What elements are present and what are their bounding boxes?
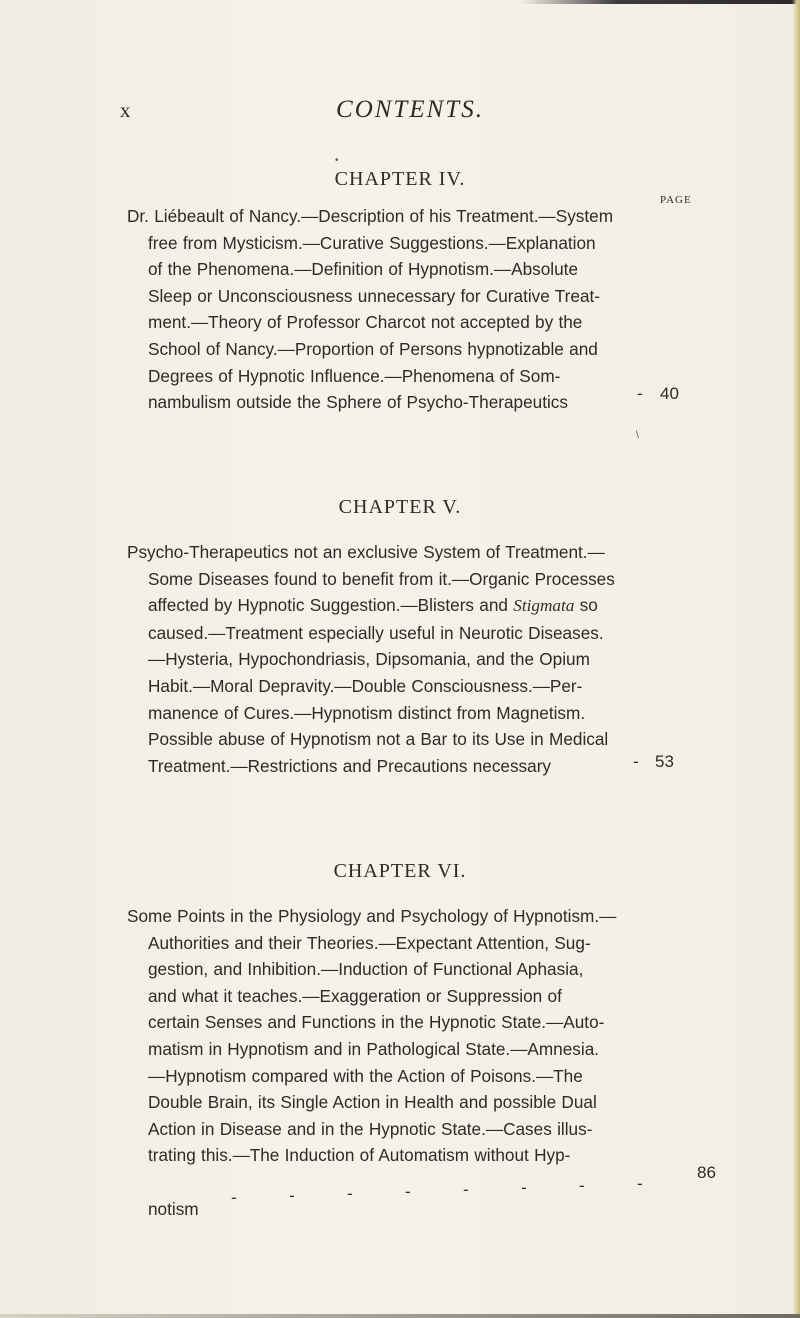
leader-dash: -: [521, 1178, 527, 1197]
leader-dash: -: [231, 1188, 237, 1207]
chapter-iv-line: Dr. Liébeault of Nancy.—Description of his Treatment.—System: [127, 206, 614, 226]
chapter-v-summary: [127, 539, 698, 566]
chapter-v-line: caused.—Treatment especially useful in Neurotic Diseases.: [148, 622, 604, 643]
chapter-v-line: Some Diseases found to benefit from it.—Organic Processes: [148, 568, 615, 589]
leader-dash: -: [637, 384, 643, 403]
chapter-iv-summary: [127, 203, 698, 230]
italic-term: Stigmata: [513, 596, 575, 616]
leader-dash: -: [347, 1184, 353, 1203]
chapter-iv-line: nambulism outside the Sphere of Psycho-Therapeutics: [148, 392, 568, 413]
chapter-iv-summary-cont: [127, 230, 698, 416]
leader-dash: -: [579, 1176, 585, 1195]
chapter-iv-page: 40: [660, 384, 679, 403]
chapter-v-line: affected by Hypnotic Suggestion.—Blisters and Stigmata so: [148, 595, 598, 616]
chapter-vi-line: Action in Disease and in the Hypnotic State.—Cases illus-: [148, 1118, 593, 1139]
chapter-iv-line: School of Nancy.—Proportion of Persons hypnotizable and: [148, 338, 598, 359]
running-head: [0, 96, 800, 130]
chapter-vi-summary: [127, 903, 698, 930]
chapter-v-line: Psycho-Therapeutics not an exclusive System of Treatment.—: [127, 542, 605, 562]
chapter-vi-page: 86: [697, 1163, 716, 1182]
chapter-v-heading: CHAPTER V.: [338, 496, 462, 518]
chapter-iv-line: Sleep or Unconsciousness unnecessary for Curative Treat-: [148, 285, 600, 306]
chapter-v-summary-cont: [127, 566, 698, 780]
chapter-v-line: Possible abuse of Hypnotism not a Bar to its Use in Medical: [148, 729, 609, 750]
chapter-vi-line: Authorities and their Theories.—Expectant Attention, Sug-: [148, 932, 591, 953]
leader-dash: -: [289, 1186, 295, 1205]
chapter-vi-line: trating this.—The Induction of Automatism without Hyp-: [148, 1145, 571, 1166]
chapter-v-line: manence of Cures.—Hypnotism distinct from Magnetism.: [148, 702, 586, 723]
page-column-label: PAGE: [660, 194, 692, 206]
chapter-iv-line: free from Mysticism.—Curative Suggestions.—Explanation: [148, 232, 596, 253]
right-page-edge: [792, 0, 800, 1318]
chapter-vi-line: and what it teaches.—Exaggeration or Suppression of: [148, 985, 562, 1006]
chapter-iv-heading: CHAPTER IV.: [334, 168, 466, 190]
chapter-vi-summary-cont: [127, 930, 698, 1169]
chapter-iv-line: of the Phenomena.—Definition of Hypnotism.—Absolute: [148, 259, 579, 280]
leader-dash: -: [637, 1174, 643, 1193]
stray-mark: •: [335, 155, 339, 166]
chapter-vi-line: gestion, and Inhibition.—Induction of Functional Aphasia,: [148, 959, 584, 980]
chapter-v-page: 53: [655, 752, 674, 771]
chapter-vi-line: Some Points in the Physiology and Psychology of Hypnotism.—: [127, 906, 617, 926]
leader-dash: -: [405, 1182, 411, 1201]
leader-dash: -: [463, 1180, 469, 1199]
chapter-v-line: Treatment.—Restrictions and Precautions necessary: [148, 755, 552, 776]
chapter-vi-heading: CHAPTER VI.: [333, 860, 467, 882]
chapter-v-line: —Hysteria, Hypochondriasis, Dipsomania, and the Opium: [148, 649, 590, 670]
stray-mark: \: [636, 430, 639, 441]
chapter-vi-line: notism: [148, 1198, 199, 1219]
top-edge-shadow: [520, 0, 800, 4]
chapter-v-line: Habit.—Moral Depravity.—Double Consciousness.—Per-: [148, 675, 583, 696]
chapter-iv-line: Degrees of Hypnotic Influence.—Phenomena of Som-: [148, 365, 561, 386]
chapter-iv-line: ment.—Theory of Professor Charcot not accepted by the: [148, 312, 583, 333]
page-folio: x: [120, 98, 132, 122]
bottom-edge-shadow: [0, 1314, 800, 1318]
chapter-vi-line: —Hypnotism compared with the Action of Poisons.—The: [148, 1065, 583, 1086]
chapter-vi-line: Double Brain, its Single Action in Health and possible Dual: [148, 1092, 597, 1113]
chapter-vi-line: matism in Hypnotism and in Pathological State.—Amnesia.: [148, 1038, 600, 1059]
leader-dash: -: [633, 752, 639, 771]
chapter-vi-summary-last: [127, 1196, 268, 1223]
running-title: CONTENTS.: [336, 96, 484, 123]
chapter-vi-line: certain Senses and Functions in the Hypnotic State.—Auto-: [148, 1012, 605, 1033]
